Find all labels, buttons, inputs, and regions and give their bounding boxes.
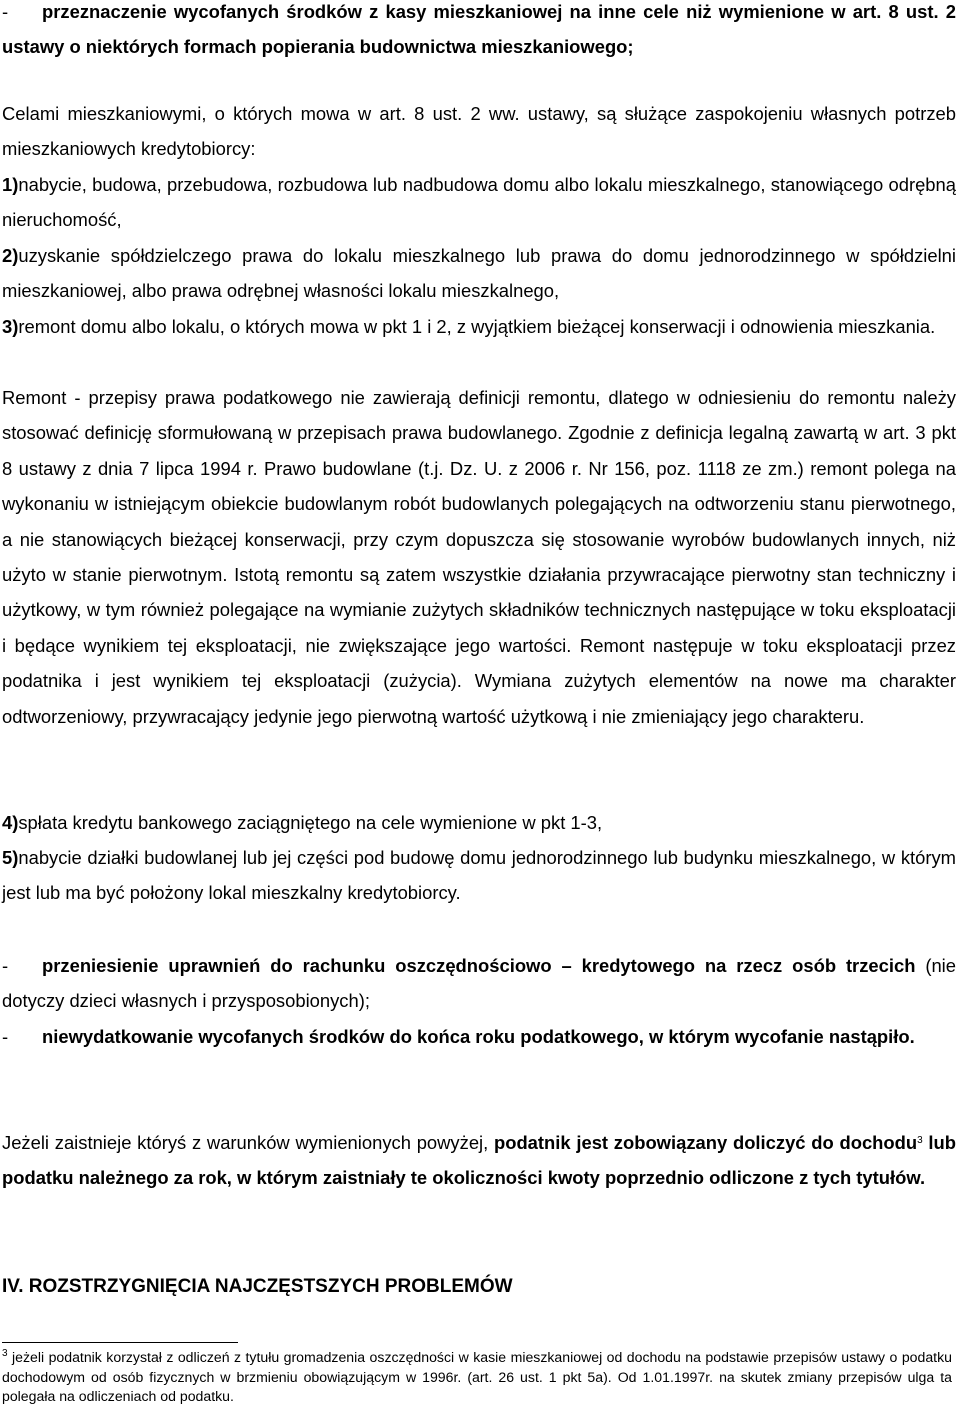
footnote-separator	[2, 1342, 238, 1343]
footnote-reference[interactable]: 3	[917, 1135, 923, 1146]
cel-item-1	[2, 167, 956, 238]
cel-number-1: 1)	[2, 174, 19, 195]
cel-number-3: 3)	[2, 316, 19, 337]
item-niewydatkowanie-text: niewydatkowanie wycofanych środków do końca roku podatkowego, w którym wycofanie nastąpiło.	[42, 1026, 915, 1047]
list-dash: -	[2, 1, 9, 22]
cel-item-3	[2, 309, 956, 344]
cel-text-5: nabycie działki budowlanej lub jej części pod budowę domu jednorodzinnego lub budynku mieszkalnego, w którym jest lub ma być położony lokal mieszkalny kredytobiorcy.	[2, 847, 956, 904]
obligation-bold-1: podatnik jest zobowiązany doliczyć do dochodu	[493, 1132, 918, 1153]
item-przeniesienie-rest: (nie dotyczy dzieci własnych i przysposobionych);	[2, 955, 957, 1012]
item-wycofanie-text: przeznaczenie wycofanych środków z kasy mieszkaniowej na inne cele niż wymienione w art. 8 ust. 2 ustawy o niektórych formach popierania budownictwa mieszkaniowego;	[2, 1, 956, 58]
footnote	[2, 1348, 952, 1407]
obligation-bold-2: lub podatku należnego za rok, w którym zaistniały te okoliczności kwoty poprzednio odliczone z tych tytułów.	[2, 1132, 956, 1189]
footnote-text: jeżeli podatnik korzystał z odliczeń z tytułu gromadzenia oszczędności w kasie mieszkaniowej od dochodu na podstawie przepisów ustawy o podatku dochodowym od osób fizycznych w brzmieniu obowiązującym w 1996r. (art. 26 ust. 1 pkt 5a). Od 1.01.1997r. na skutek zmiany przepisów ulga ta polegała na odliczeniach od podatku.	[2, 1349, 952, 1405]
cel-item-2	[2, 238, 956, 309]
obligation-lead: Jeżeli zaistnieje któryś z warunków wymienionych powyżej,	[2, 1132, 494, 1153]
list-dash: -	[2, 1026, 9, 1047]
cel-text-3: remont domu albo lokalu, o których mowa w pkt 1 i 2, z wyjątkiem bieżącej konserwacji i odnowienia mieszkania.	[18, 316, 936, 337]
obligation-paragraph	[2, 1125, 956, 1196]
cel-text-1: nabycie, budowa, przebudowa, rozbudowa lub nadbudowa domu albo lokalu mieszkalnego, stanowiącego odrębną nieruchomość,	[2, 174, 956, 231]
cel-number-5: 5)	[2, 847, 19, 868]
cele-intro-paragraph: Celami mieszkaniowymi, o których mowa w art. 8 ust. 2 ww. ustawy, są służące zaspokojeniu własnych potrzeb mieszkaniowych kredytobiorcy:	[2, 103, 956, 160]
list-dash: -	[2, 955, 9, 976]
section-heading: IV. ROZSTRZYGNIĘCIA NAJCZĘSTSZYCH PROBLEMÓW	[2, 1276, 513, 1297]
footnote-mark: 3	[2, 1348, 8, 1359]
cel-text-4: spłata kredytu bankowego zaciągniętego na cele wymienione w pkt 1-3,	[18, 812, 603, 833]
cel-number-4: 4)	[2, 812, 19, 833]
cel-number-2: 2)	[2, 245, 19, 266]
list-item-wycofanie	[2, 0, 956, 65]
list-item-niewydatkowanie	[2, 1019, 956, 1054]
remont-definition-paragraph: Remont - przepisy prawa podatkowego nie zawierają definicji remontu, dlatego w odniesieniu do remontu należy stosować definicję sformułowaną w przepisach prawa budowlanego. Zgodnie z definicja legalną zawartą w art. 3 pkt 8 ustawy z dnia 7 lipca 1994 r. Prawo budowlane (t.j. Dz. U. z 2006 r. Nr 156, poz. 1118 ze zm.) remont polega na wykonaniu w istniejącym obiekcie budowlanym robót budowlanych polegających na odtworzeniu stanu pierwotnego, a nie stanowiących bieżącej konserwacji, przy czym dopuszcza się stosowanie wyrobów budowlanych innych, niż użyto w stanie pierwotnym. Istotą remontu są zatem wszystkie działania przywracające pierwotny stan techniczny i użytkowy, w tym również polegające na wymianie zużytych składników technicznych następujące w toku eksploatacji i będące wynikiem tej eksploatacji, nie zwiększające jego wartości. Remont następuje w toku eksploatacji przez podatnika i jest wynikiem tej eksploatacji (zużycia). Wymiana zużytych elementów na nowe ma charakter odtworzeniowy, przywracający jedynie jego pierwotną wartość użytkową i nie zmieniający jego charakteru.	[2, 387, 956, 727]
cel-item-5	[2, 840, 956, 911]
cel-text-2: uzyskanie spółdzielczego prawa do lokalu mieszkalnego lub prawa do domu jednorodzinnego w spółdzielni mieszkaniowej, albo prawa odrębnej własności lokalu mieszkalnego,	[2, 245, 956, 302]
list-item-przeniesienie	[2, 948, 956, 1019]
item-przeniesienie-bold: przeniesienie uprawnień do rachunku oszczędnościowo – kredytowego na rzecz osób trzecich	[42, 955, 916, 976]
cel-item-4	[2, 805, 956, 840]
